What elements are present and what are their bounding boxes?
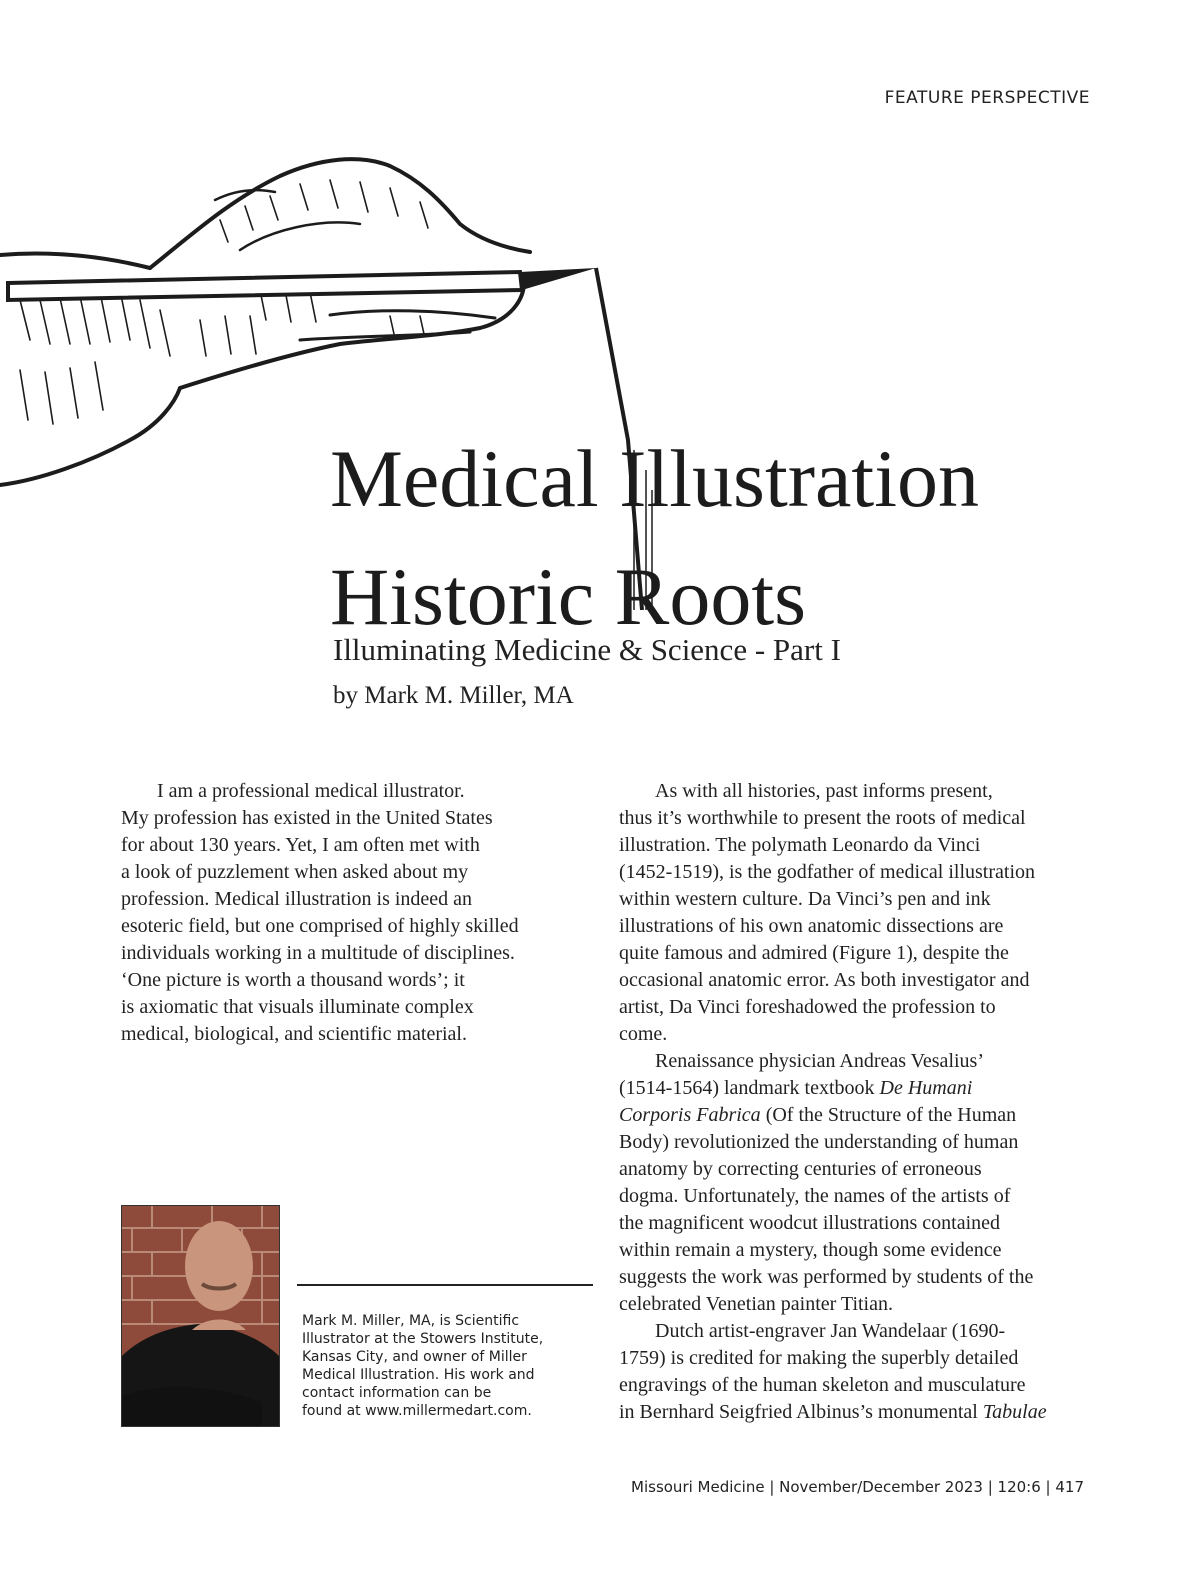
author-bio: Mark M. Miller, MA, is Scientific Illustrator at the Stowers Institute, Kansas City, and owner of Miller Medical Illustration. His work and contact information can be found at www.millermedart.com.	[302, 1313, 544, 1419]
body-paragraph-2	[619, 1048, 1089, 1318]
article-subtitle: Illuminating Medicine & Science - Part I	[333, 632, 841, 667]
title-line-2: Historic Roots	[330, 551, 807, 642]
body-paragraph-3	[619, 1318, 1089, 1426]
right-column	[619, 778, 1089, 1426]
author-photo	[121, 1205, 280, 1427]
article-byline: by Mark M. Miller, MA	[333, 682, 574, 709]
article-title	[330, 420, 979, 656]
body-paragraph-2-start: Renaissance physician Andreas Vesalius’ (1514-1564) landmark textbook	[619, 1050, 984, 1099]
body-paragraph-2-end: (Of the Structure of the Human Body) revolutionized the understanding of human anatomy by correcting centuries of erroneous dogma. Unfortunately, the names of the artists of the magnificent woodcut illustrations contained within remain a mystery, though some evidence suggests the work was performed by students of the celebrated Venetian painter Titian.	[619, 1104, 1034, 1315]
page-footer: Missouri Medicine | November/December 2023 | 120:6 | 417	[631, 1478, 1084, 1496]
body-paragraph-1: As with all histories, past informs present, thus it’s worthwhile to present the roots of medical illustration. The polymath Leonardo da Vinci (1452-1519), is the godfather of medical illustration within western culture. Da Vinci’s pen and ink illustrations of his own anatomic dissections are quite famous and admired (Figure 1), despite the occasional anatomic error. As both investigator and artist, Da Vinci foreshadowed the profession to come.	[619, 780, 1036, 1045]
book-title-tabulae: Tabulae	[982, 1401, 1047, 1423]
title-line-1: Medical Illustration	[330, 433, 979, 524]
body-paragraph-3-start: Dutch artist-engraver Jan Wandelaar (1690- 1759) is credited for making the superbly detailed engravings of the human skeleton and musculature in Bernhard Seigfried Albinus’s monumental	[619, 1320, 1026, 1423]
intro-paragraph: I am a professional medical illustrator. My profession has existed in the United States for about 130 years. Yet, I am often met with a look of puzzlement when asked about my profession. Medical illustration is indeed an esoteric field, but one comprised of highly skilled individuals working in a multitude of disciplines. ‘One picture is worth a thousand words’; it is axiomatic that visuals illuminate complex medical, biological, and scientific material.	[121, 780, 519, 1045]
left-column	[121, 778, 581, 1048]
bio-divider	[297, 1284, 593, 1286]
section-label: FEATURE PERSPECTIVE	[884, 88, 1090, 108]
book-title-fabrica: De Humani Corporis Fabrica	[619, 1077, 973, 1126]
